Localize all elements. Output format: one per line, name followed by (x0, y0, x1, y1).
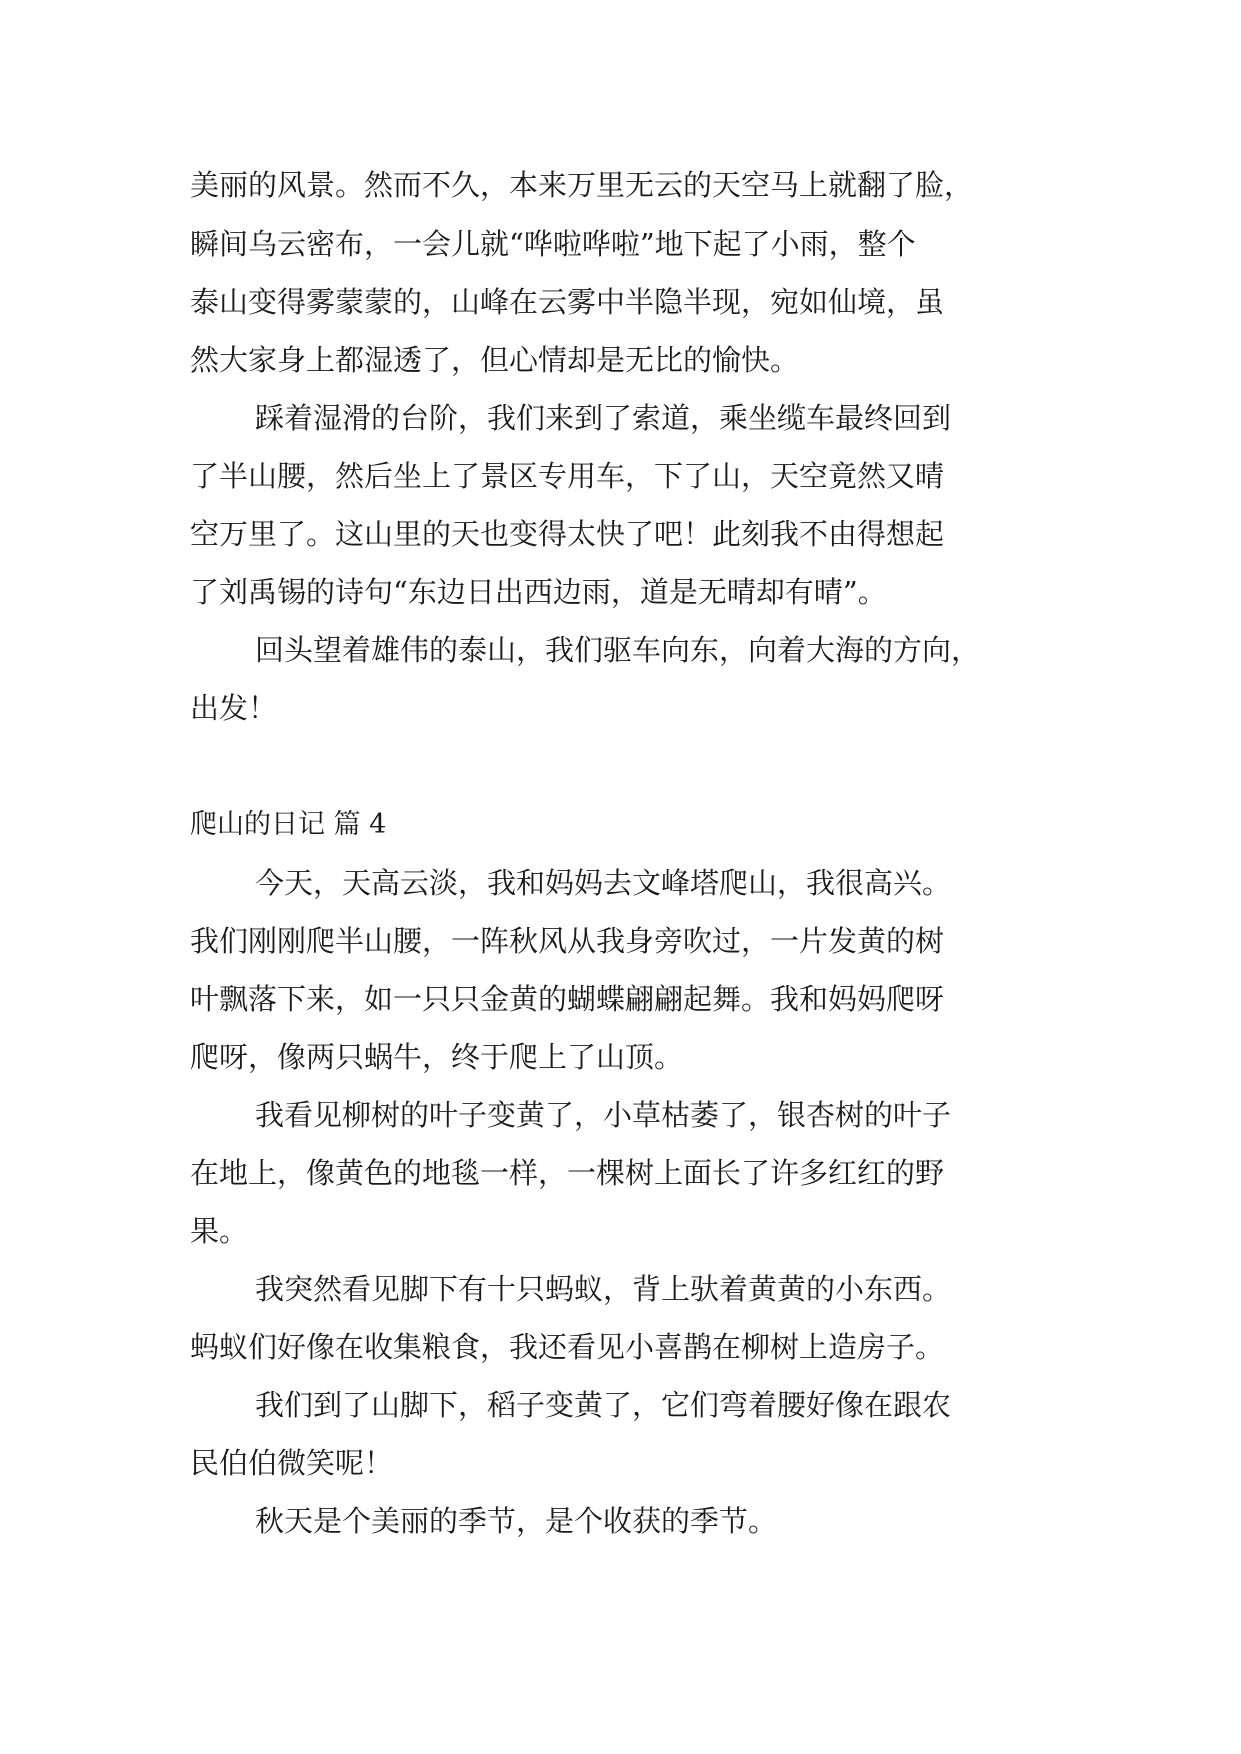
paragraph-line: 今天，天高云淡，我和妈妈去文峰塔爬山，我很高兴。 (255, 866, 952, 900)
paragraph-line: 出发！ (190, 691, 278, 725)
paragraph-line: 爬呀，像两只蜗牛，终于爬上了山顶。 (190, 1040, 684, 1074)
paragraph-line: 然大家身上都湿透了，但心情却是无比的愉快。 (190, 343, 800, 377)
paragraph-line: 我们到了山脚下，稻子变黄了，它们弯着腰好像在跟农 (255, 1388, 952, 1422)
paragraph-line: 民伯伯微笑呢！ (190, 1446, 394, 1480)
paragraph-line: 瞬间乌云密布，一会儿就“哗啦哗啦”地下起了小雨，整个 (190, 227, 916, 261)
section-heading: 爬山的日记 篇 4 (190, 809, 387, 840)
paragraph-line: 秋天是个美丽的季节，是个收获的季节。 (255, 1504, 778, 1538)
paragraph-line: 我们刚刚爬半山腰，一阵秋风从我身旁吹过，一片发黄的树 (190, 924, 945, 958)
paragraph-line: 泰山变得雾蒙蒙的，山峰在云雾中半隐半现，宛如仙境，虽 (190, 285, 945, 319)
paragraph-line: 空万里了。这山里的天也变得太快了吧！此刻我不由得想起 (190, 517, 945, 551)
paragraph-line: 踩着湿滑的台阶，我们来到了索道，乘坐缆车最终回到 (255, 401, 952, 435)
paragraph-line: 回头望着雄伟的泰山，我们驱车向东，向着大海的方向， (255, 633, 981, 667)
paragraph-line: 在地上，像黄色的地毯一样，一棵树上面长了许多红红的野 (190, 1156, 945, 1190)
paragraph-line: 了刘禹锡的诗句“东边日出西边雨，道是无晴却有晴”。 (190, 575, 887, 609)
paragraph-line: 我看见柳树的叶子变黄了，小草枯萎了，银杏树的叶子 (255, 1098, 952, 1132)
paragraph-line: 叶飘落下来，如一只只金黄的蝴蝶翩翩起舞。我和妈妈爬呀 (190, 982, 945, 1016)
paragraph-line: 了半山腰，然后坐上了景区专用车，下了山，天空竟然又晴 (190, 459, 945, 493)
paragraph-line: 果。 (190, 1214, 249, 1248)
paragraph-line: 我突然看见脚下有十只蚂蚁，背上驮着黄黄的小东西。 (255, 1272, 952, 1306)
paragraph-line: 蚂蚁们好像在收集粮食，我还看见小喜鹊在柳树上造房子。 (190, 1330, 945, 1364)
paragraph-line: 美丽的风景。然而不久，本来万里无云的天空马上就翻了脸， (190, 168, 974, 202)
